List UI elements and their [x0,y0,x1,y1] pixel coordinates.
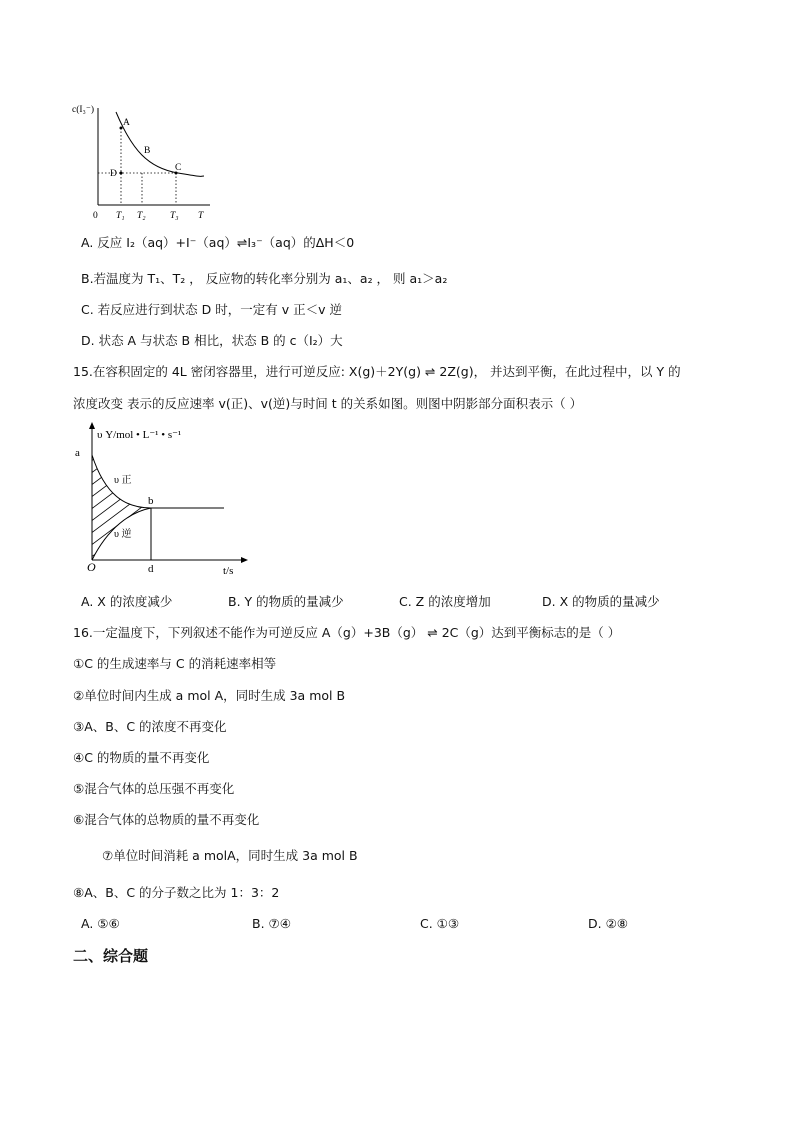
q15-x-label: t/s [223,565,234,577]
q15-graph [70,420,260,580]
q15-x-arrow-icon [241,557,248,563]
q14-tick-t2: T₂ [137,211,146,221]
q14-option-d: D. 状态 A 与状态 B 相比，状态 B 的 c（I₂）大 [81,333,343,348]
q16-stem: 16.一定温度下，下列叙述不能作为可逆反应 A（g）+3B（g） ⇌ 2C（g）达到平衡标志的是（ ） [73,625,621,640]
q14-option-a: A. 反应 I₂（aq）+I⁻（aq）⇌I₃⁻（aq）的ΔH＜0 [81,235,355,250]
q14-option-c: C. 若反应进行到状态 D 时，一定有 v 正＜v 逆 [81,302,342,317]
q14-graph [70,98,220,228]
q14-graph-y-label: c(I₃⁻) [72,105,95,115]
q16-option-d: D. ②⑧ [588,916,628,931]
q16-option-a: A. ⑤⑥ [81,916,120,931]
q16-option-b: B. ⑦④ [252,916,291,931]
q15-label-v-reverse: υ 逆 [114,529,132,540]
q14-point-d-dot [120,172,123,175]
q14-tick-t3: T₃ [170,211,179,221]
q14-option-b: B.若温度为 T₁、T₂ ， 反应物的转化率分别为 a₁、a₂ ， 则 a₁＞a₂ [81,271,448,286]
q16-item-5: ⑤混合气体的总压强不再变化 [73,781,235,796]
q14-origin: 0 [93,211,98,221]
q15-option-b: B. Y 的物质的量减少 [228,594,344,609]
q15-option-c: C. Z 的浓度增加 [399,594,491,609]
q16-item-7: ⑦单位时间消耗 a molA，同时生成 3a mol B [102,848,358,863]
q14-label-d: D [110,169,117,179]
q15-label-d: d [148,563,154,575]
q14-label-c: C [175,163,182,173]
q15-stem-line1: 15.在容积固定的 4L 密闭容器里，进行可逆反应: X(g)＋2Y(g) ⇌ 2Z(g)， 并达到平衡，在此过程中，以 Y 的 [73,364,681,379]
q15-label-v-forward: υ 正 [114,475,132,486]
q15-stem-line2: 浓度改变 表示的反应速率 v(正)、v(逆)与时间 t 的关系如图。则图中阴影部分面积表示（ ） [73,396,583,411]
q15-shaded-area [70,420,260,580]
q16-item-3: ③A、B、C 的浓度不再变化 [73,719,227,734]
q14-label-b: B [144,146,151,156]
q16-item-6: ⑥混合气体的总物质的量不再变化 [73,812,260,827]
q14-tick-t1: T₁ [116,211,125,221]
q16-item-2: ②单位时间内生成 a mol A，同时生成 3a mol B [73,688,346,703]
q15-label-a: a [75,447,80,459]
q16-item-4: ④C 的物质的量不再变化 [73,750,210,765]
q14-label-a: A [123,118,130,128]
q15-label-b: b [148,495,154,507]
q15-origin: O [87,560,96,574]
q15-y-label: υ Y/mol • L⁻¹ • s⁻¹ [97,429,182,441]
q15-option-d: D. X 的物质的量减少 [542,594,660,609]
q16-item-8: ⑧A、B、C 的分子数之比为 1：3：2 [73,885,280,900]
q16-item-1: ①C 的生成速率与 C 的消耗速率相等 [73,656,277,671]
q15-y-arrow-icon [89,422,95,429]
section2-heading: 二、综合题 [73,947,149,965]
q16-option-c: C. ①③ [420,916,460,931]
q15-option-a: A. X 的浓度减少 [81,594,173,609]
q14-x-label: T [198,211,204,221]
